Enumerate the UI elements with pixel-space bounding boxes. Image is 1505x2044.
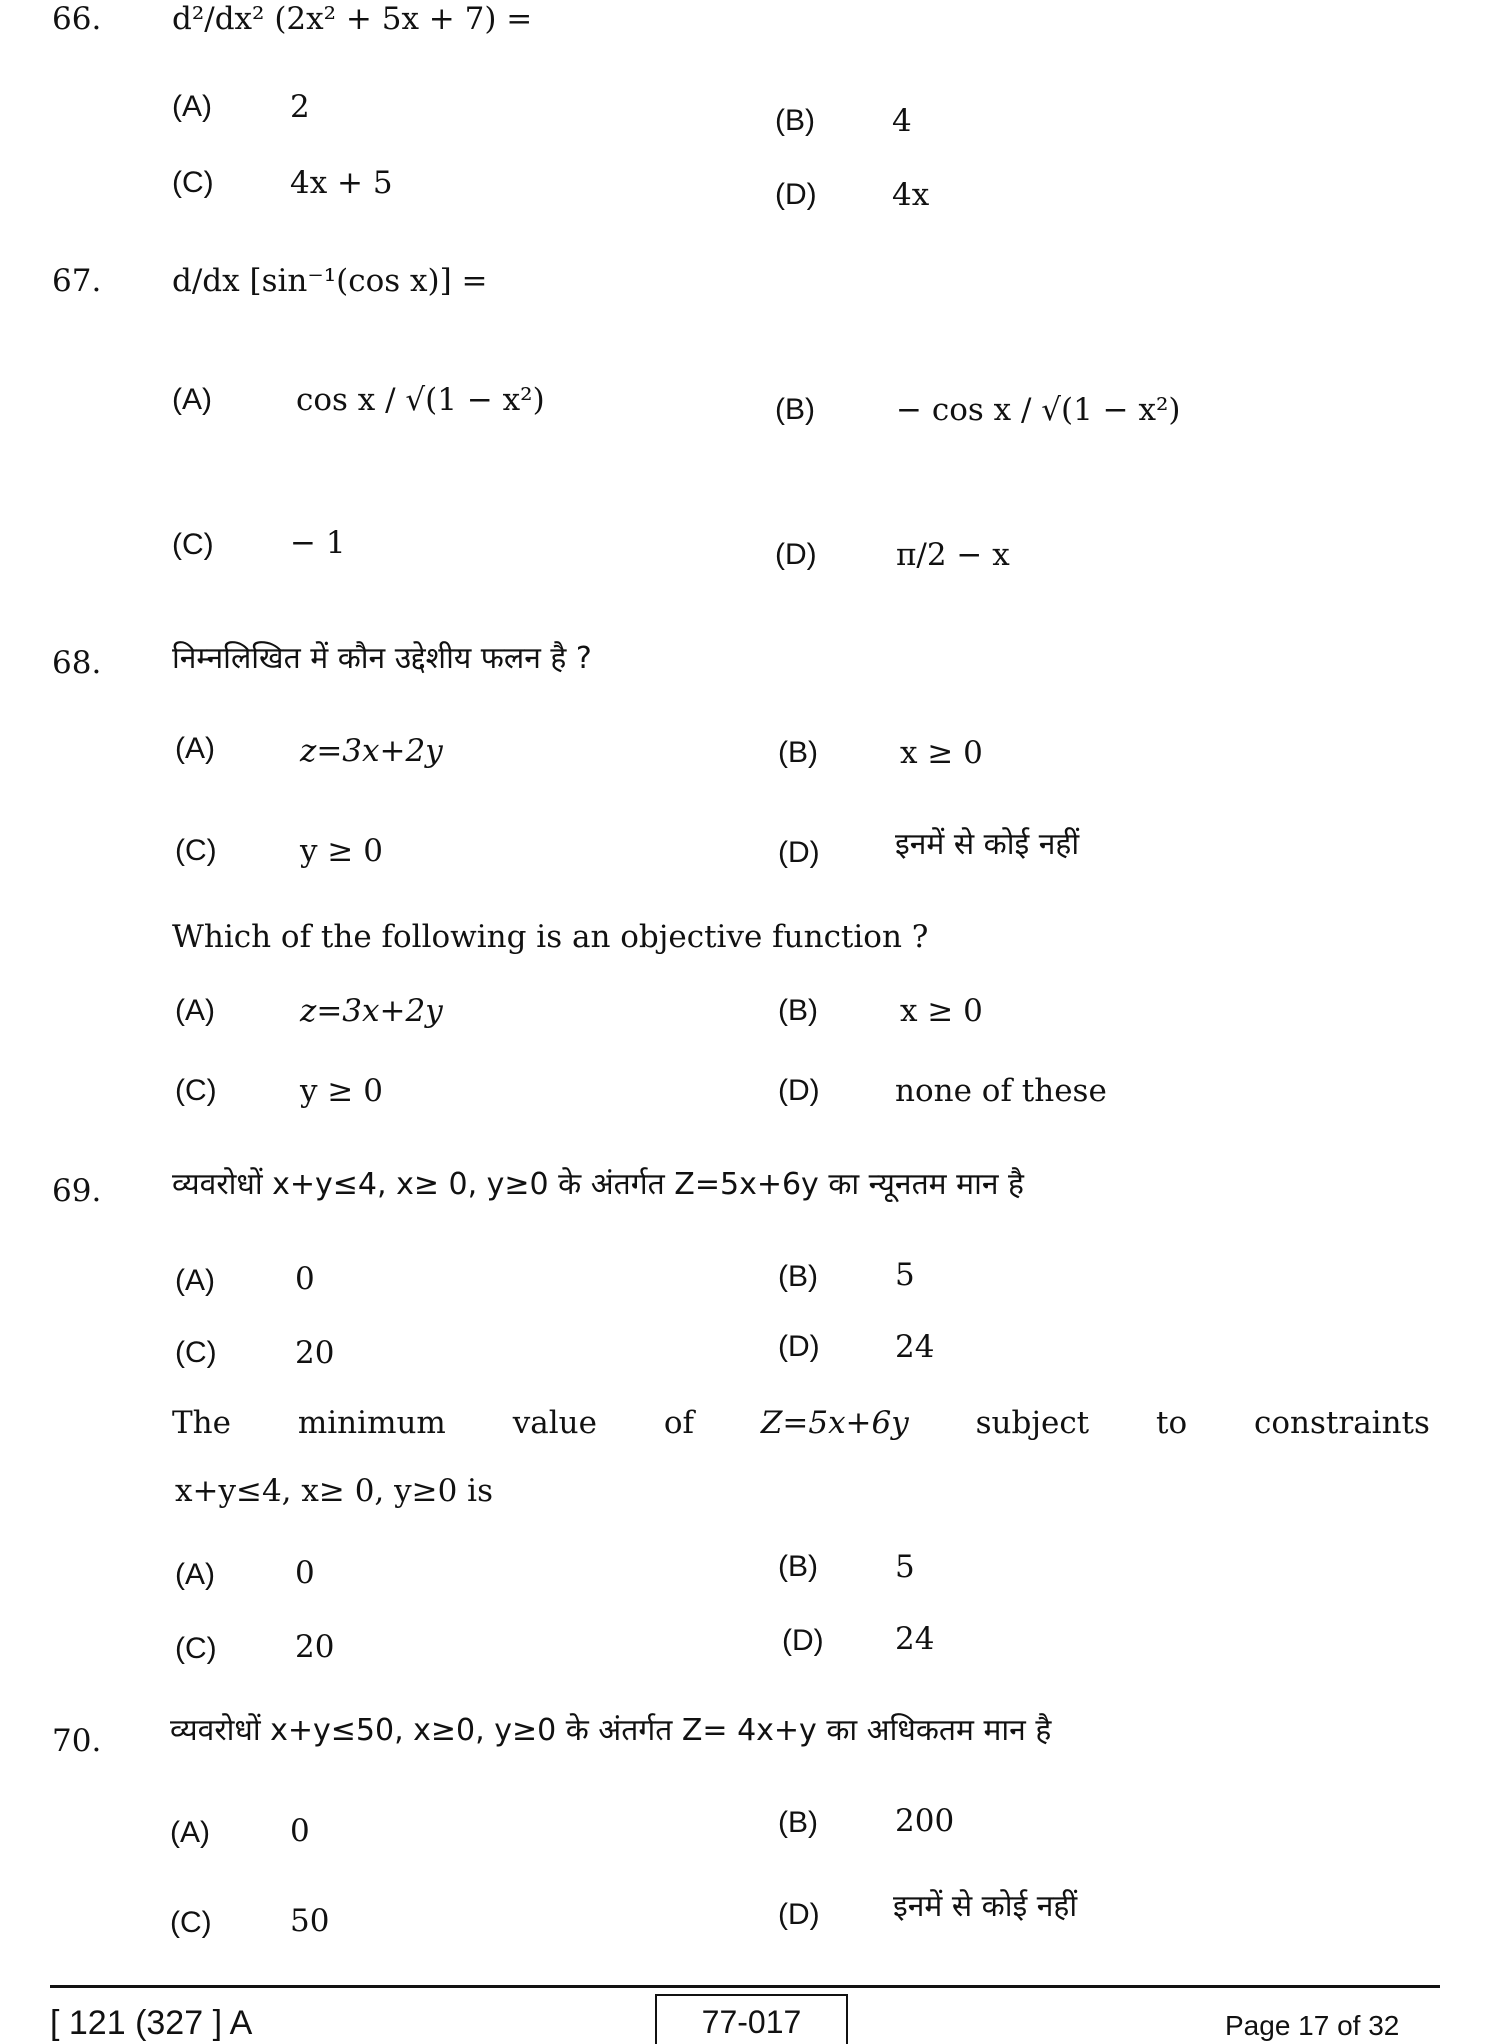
option-a: 0	[295, 1555, 315, 1591]
question-number: 69.	[52, 1173, 102, 1209]
option-a: 2	[290, 89, 310, 125]
option-a: z=3x+2y	[300, 733, 443, 769]
option-label: (D)	[775, 178, 817, 211]
word: of	[663, 1405, 694, 1441]
footer-divider	[50, 1985, 1440, 1988]
option-b: 4	[892, 103, 912, 139]
option-c: 20	[295, 1629, 335, 1665]
option-b: 200	[895, 1803, 955, 1839]
option-a: 0	[295, 1261, 315, 1297]
option-label: (B)	[778, 736, 818, 769]
footer-left: [ 121 (327 ] A	[50, 2004, 253, 2042]
option-a: cos x / √(1 − x²)	[296, 382, 545, 418]
option-label: (B)	[778, 1550, 818, 1583]
question-stem-english-line2: x+y≤4, x≥ 0, y≥0 is	[175, 1473, 494, 1509]
option-d: π/2 − x	[896, 537, 1010, 573]
question-stem: d²/dx² (2x² + 5x + 7) =	[172, 1, 533, 37]
question-number: 66.	[52, 1, 102, 37]
word: value	[512, 1405, 597, 1441]
question-stem: d/dx [sin⁻¹(cos x)] =	[172, 263, 488, 299]
option-label: (B)	[778, 1260, 818, 1293]
option-label: (D)	[782, 1624, 824, 1657]
option-c: y ≥ 0	[300, 833, 383, 869]
option-label: (A)	[175, 1558, 215, 1591]
option-label: (A)	[172, 383, 212, 416]
option-label: (C)	[175, 1632, 217, 1665]
option-label: (A)	[175, 732, 215, 765]
word: to	[1156, 1405, 1188, 1441]
footer-code: 77-017	[655, 1994, 848, 2044]
option-label: (B)	[775, 104, 815, 137]
word: subject	[975, 1405, 1090, 1441]
option-label: (D)	[775, 538, 817, 571]
option-d: इनमें से कोई नहीं	[893, 1889, 1078, 1924]
option-label: (D)	[778, 1898, 820, 1931]
option-label: (C)	[172, 166, 214, 199]
option-c: − 1	[290, 525, 346, 561]
option-b: − cos x / √(1 − x²)	[896, 392, 1181, 428]
option-a: z=3x+2y	[300, 993, 443, 1029]
option-label: (A)	[170, 1816, 210, 1849]
option-label: (A)	[175, 1264, 215, 1297]
option-c: 20	[295, 1335, 335, 1371]
option-label: (C)	[170, 1906, 212, 1939]
word: constraints	[1254, 1405, 1430, 1441]
option-label: (D)	[778, 1074, 820, 1107]
option-label: (A)	[172, 90, 212, 123]
option-label: (A)	[175, 994, 215, 1027]
page-number: Page 17 of 32	[1225, 2010, 1400, 2041]
question-number: 68.	[52, 645, 102, 681]
question-stem-hindi: निम्नलिखित में कौन उद्देशीय फलन है ?	[172, 641, 592, 676]
option-b: 5	[895, 1549, 915, 1585]
option-d: 24	[895, 1621, 935, 1657]
question-stem-hindi: व्यवरोधों x+y≤4, x≥ 0, y≥0 के अंतर्गत Z=5x+6y का न्यूनतम मान है	[172, 1167, 1024, 1202]
option-label: (D)	[778, 1330, 820, 1363]
option-c: 50	[290, 1903, 330, 1939]
option-label: (C)	[175, 1336, 217, 1369]
question-stem-english	[172, 1405, 1430, 1441]
option-label: (C)	[175, 834, 217, 867]
option-b: x ≥ 0	[900, 993, 983, 1029]
option-b: x ≥ 0	[900, 735, 983, 771]
option-a: 0	[290, 1813, 310, 1849]
option-b: 5	[895, 1257, 915, 1293]
option-d: 4x	[892, 177, 930, 213]
option-c: 4x + 5	[290, 165, 393, 201]
option-d: none of these	[895, 1073, 1107, 1109]
question-number: 67.	[52, 263, 102, 299]
question-stem-english: Which of the following is an objective function ?	[172, 919, 929, 955]
option-label: (C)	[175, 1074, 217, 1107]
option-d: इनमें से कोई नहीं	[895, 827, 1080, 862]
word: minimum	[297, 1405, 446, 1441]
option-c: y ≥ 0	[300, 1073, 383, 1109]
option-label: (B)	[775, 393, 815, 426]
option-d: 24	[895, 1329, 935, 1365]
question-stem-hindi: व्यवरोधों x+y≤50, x≥0, y≥0 के अंतर्गत Z= 4x+y का अधिकतम मान है	[170, 1713, 1052, 1748]
option-label: (D)	[778, 836, 820, 869]
option-label: (B)	[778, 1806, 818, 1839]
option-label: (B)	[778, 994, 818, 1027]
question-number: 70.	[52, 1723, 102, 1759]
word: The	[172, 1405, 231, 1441]
word: Z=5x+6y	[760, 1405, 909, 1441]
option-label: (C)	[172, 528, 214, 561]
